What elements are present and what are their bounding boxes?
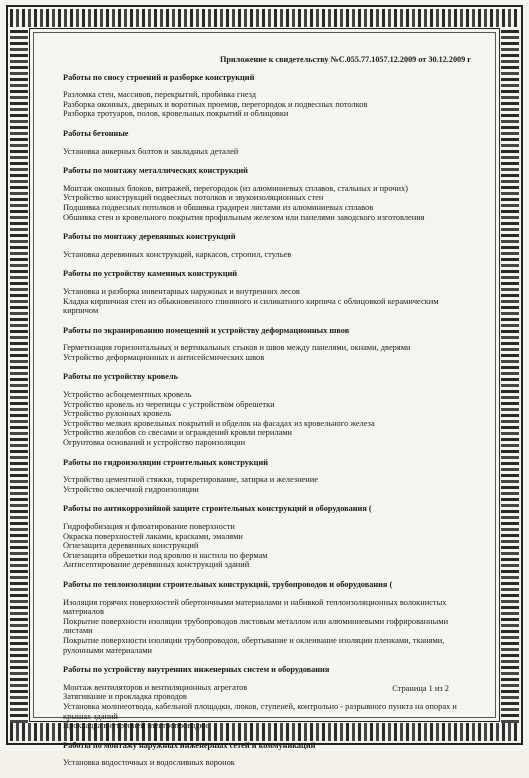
section-title: Работы бетонные bbox=[63, 128, 129, 138]
work-item: Установка анкерных болтов и закладных деталей bbox=[63, 146, 239, 156]
work-item: Устройство кровель из черепицы с устройством обрешетки bbox=[63, 399, 275, 409]
work-item: Изоляция горячих поверхностей обертончными материалами и набивкой теплоизоляционных волокнистых материалов bbox=[63, 597, 447, 617]
work-item: Монтаж оконных блоков, витражей, перегородок (из алюминиевых сплавов, стальных и прочих) bbox=[63, 183, 408, 193]
work-item: Прокладка внутренней электропроводки bbox=[63, 721, 208, 731]
work-item: Кладка кирпичная стен из обыкновенного глиняного и силикатного кирпича с облицовкой керамическим кирпичом bbox=[63, 296, 439, 316]
work-item: Обшивка стен и кровельного покрытия профильным железом или панелями заводского изготовления bbox=[63, 212, 425, 222]
work-item: Устройство асбоцементных кровель bbox=[63, 390, 192, 400]
section-title: Работы по гидроизоляции строительных конструкций bbox=[63, 457, 269, 467]
work-item: Огрунтовка оснований и устройство пароизоляции bbox=[63, 438, 246, 448]
work-section bbox=[63, 166, 468, 222]
section-title: Работы по экранированию помещений и устройству деформационных швов bbox=[63, 325, 350, 335]
section-title: Работы по антикоррозийной защите строительных конструкций и оборудования ( bbox=[63, 504, 372, 514]
work-item: Устройство рулонных кровель bbox=[63, 409, 172, 419]
work-item: Огнезащита обрешетки под кровлю и настила по фермам bbox=[63, 550, 268, 560]
work-item: Покрытие поверхности изоляции трубопроводов листовым металлом или алюминиевыми гофрированными листами bbox=[63, 616, 449, 636]
work-item: Гидрофобизация и флюатирование поверхности bbox=[63, 522, 235, 531]
work-item: Затягивание и прокладка проводов bbox=[63, 692, 187, 702]
section-title: Работы по устройству каменных конструкций bbox=[63, 269, 238, 279]
work-item: Установка и разборка инвентарных наружных и внутренних лесов bbox=[63, 286, 300, 296]
document-content bbox=[63, 55, 471, 778]
work-item: Установка молниеотвода, кабельной площадки, люков, ступеней, контрольно - разрывного пункта на опорах и крышах зданий bbox=[63, 701, 457, 721]
work-item: Антисептирование деревянных конструкций зданий bbox=[63, 560, 250, 570]
work-item: Разборка оконных, дверных и воротных проемов, перегородок и подвесных потолков bbox=[63, 99, 368, 109]
work-item: Герметизация горизонтальных и вертикальных стыков и швов между панелями, окнами, дверями bbox=[63, 343, 411, 353]
work-item: Устройство оклеечной гидроизоляции bbox=[63, 484, 199, 494]
work-section bbox=[63, 458, 468, 495]
document-header: Приложение к свидетельству №С.055.77.1057.12.2009 от 30.12.2009 г bbox=[219, 55, 471, 64]
work-section bbox=[63, 326, 468, 363]
work-item: Разборка тротуаров, полов, кровельных покрытий и облицовки bbox=[63, 109, 289, 119]
section-title: Работы по теплоизоляции строительных конструкций, трубопроводов и оборудования ( bbox=[63, 579, 393, 589]
section-title: Работы по монтажу наружных инженерных сетей и коммуникаций bbox=[63, 740, 316, 750]
work-section bbox=[63, 741, 468, 768]
work-section bbox=[63, 73, 468, 119]
section-title: Работы по устройству внутренних инженерных систем и оборудования bbox=[63, 665, 330, 675]
work-item: Установка деревянных конструкций, каркасов, стропил, стульев bbox=[63, 249, 292, 259]
work-item: Окраска поверхностей лаками, красками, эмалями bbox=[63, 531, 243, 541]
work-item: Огнезащита деревянных конструкций bbox=[63, 541, 199, 551]
section-title: Работы по устройству кровель bbox=[63, 372, 178, 382]
work-item: Устройство конструкций подвесных потолков и звукоизоляционных стен bbox=[63, 193, 324, 203]
work-section bbox=[63, 232, 468, 259]
work-section bbox=[63, 269, 468, 315]
work-section bbox=[63, 372, 468, 447]
work-item: Устройство мелких кровельных покрытий и обделок на фасадах из кровельного железа bbox=[63, 418, 375, 428]
work-section bbox=[63, 504, 468, 570]
work-section bbox=[63, 665, 468, 731]
work-item: Устройство желобов со свесами и ограждений кровли перилами bbox=[63, 428, 293, 438]
section-title: Работы по монтажу металлических конструкций bbox=[63, 166, 248, 176]
page-number: Страница 1 из 2 bbox=[392, 684, 449, 693]
work-item: Подшивка подвесных потолков и обшивка градирен листами из алюминиевых сплавов bbox=[63, 202, 374, 212]
work-item: Разломка стен, массивов, перекрытий, пробивка гнезд bbox=[63, 90, 257, 100]
section-title: Работы по монтажу деревянных конструкций bbox=[63, 232, 236, 242]
work-item: Установка водосточных и водосливных воронок bbox=[63, 758, 235, 768]
work-section bbox=[63, 580, 468, 655]
work-section bbox=[63, 129, 468, 156]
work-item: Покрытие поверхности изоляции трубопроводов, обертывание и оклеивание изоляции пленками, тканями, рулонными материалами bbox=[63, 635, 445, 655]
work-item: Монтаж вентиляторов и вентиляционных агрегатов bbox=[63, 682, 248, 692]
sections-list bbox=[63, 73, 468, 768]
section-title: Работы по сносу строений и разборке конструкций bbox=[63, 72, 255, 82]
work-item: Устройство деформационных и антисейсмических швов bbox=[63, 352, 265, 362]
work-item: Устройство цементной стяжки, торкретирование, затирка и железнение bbox=[63, 475, 318, 485]
